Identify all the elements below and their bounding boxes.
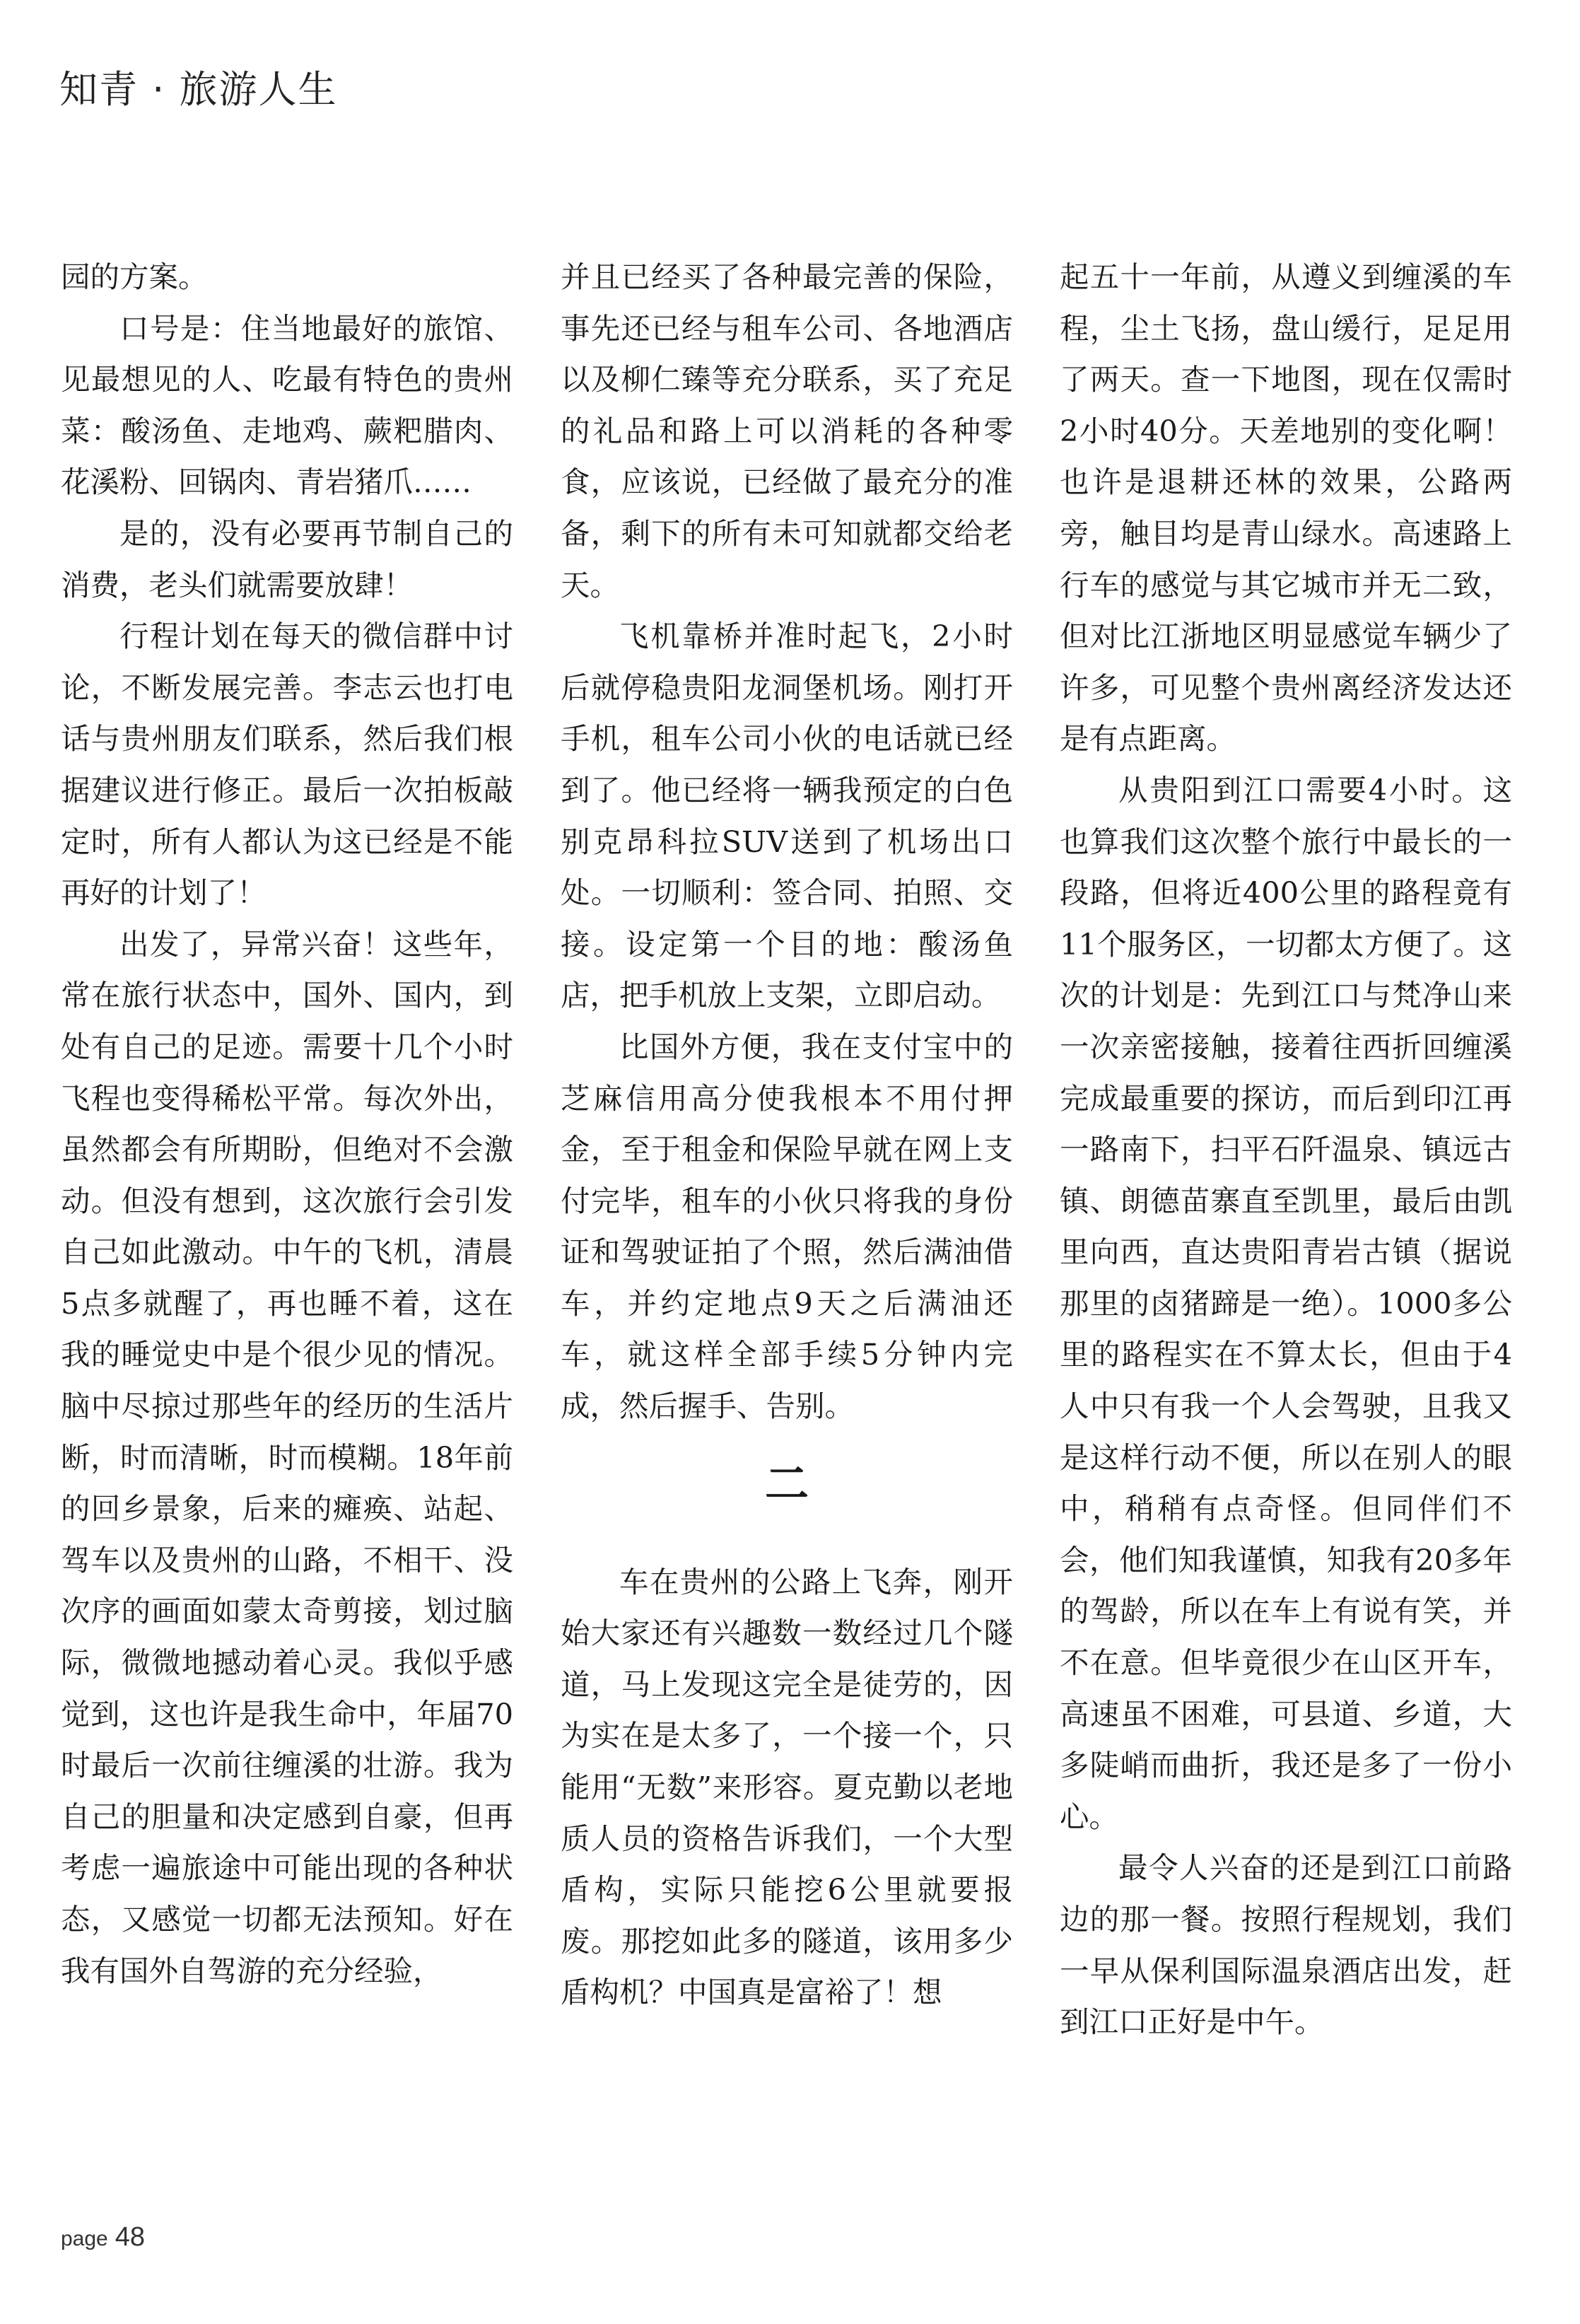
paragraph: 从贵阳到江口需要4小时。这也算我们这次整个旅行中最长的一段路，但将近400公里的路程竟有11个服务区，一切都太方便了。这次的计划是：先到江口与梵净山来一次亲密接触，接着往西折回缠溪完成最重要的探访，而后到印江再一路南下，扫平石阡温泉、镇远古镇、朗德苗寨直至凯里，最后由凯里向西，直达贵阳青岩古镇（据说那里的卤猪蹄是一绝）。1000多公里的路程实在不算太长，但由于4人中只有我一个人会驾驶，且我又是这样行动不便，所以在别人的眼中，稍稍有点奇怪。但同伴们不会，他们知我谨慎，知我有20多年的驾龄，所以在车上有说有笑，并不在意。但毕竟很少在山区开车，高速虽不困难，可县道、乡道，大多陡峭而曲折，我还是多了一份小心。 <box>1060 772 1512 1834</box>
paragraph: 飞机靠桥并准时起飞，2小时后就停稳贵阳龙洞堡机场。刚打开手机，租车公司小伙的电话就已经到了。他已经将一辆我预定的白色别克昂科拉SUV送到了机场出口处。一切顺利：签合同、拍照、交接。设定第一个目的地：酸汤鱼店，把手机放上支架，立即启动。 <box>561 619 1013 1013</box>
section-header: 知青 · 旅游人生 <box>59 67 338 112</box>
paragraph: 车在贵州的公路上飞奔，刚开始大家还有兴趣数一数经过几个隧道，马上发现这完全是徒劳的，因为实在是太多了，一个接一个，只能用“无数”来形容。夏克勤以老地质人员的资格告诉我们，一个大型盾构，实际只能挖6公里就要报废。那挖如此多的隧道，该用多少盾构机？中国真是富裕了！想 <box>561 1564 1013 2010</box>
page-label: page <box>61 2227 108 2250</box>
paragraph: 并且已经买了各种最完善的保险，事先还已经与租车公司、各地酒店以及柳仁臻等充分联系，买了充足的礼品和路上可以消耗的各种零食，应该说，已经做了最充分的准备，剩下的所有未可知就都交给老天。 <box>561 259 1013 602</box>
paragraph: 比国外方便，我在支付宝中的芝麻信用高分使我根本不用付押金，至于租金和保险早就在网上支付完毕，租车的小伙只将我的身份证和驾驶证拍了个照，然后满油借车，并约定地点9天之后满油还车，就这样全部手续5分钟内完成，然后握手、告别。 <box>561 1029 1013 1424</box>
paragraph: 起五十一年前，从遵义到缠溪的车程，尘土飞扬，盘山缓行，足足用了两天。查一下地图，现在仅需时2小时40分。天差地别的变化啊！也许是退耕还林的效果，公路两旁，触目均是青山绿水。高速路上行车的感觉与其它城市并无二致，但对比江浙地区明显感觉车辆少了许多，可见整个贵州离经济发达还是有点距离。 <box>1060 259 1512 757</box>
paragraph: 最令人兴奋的还是到江口前路边的那一餐。按照行程规划，我们一早从保利国际温泉酒店出发，赶到江口正好是中午。 <box>1060 1850 1512 2040</box>
paragraph: 是的，没有必要再节制自己的消费，老头们就需要放肆！ <box>61 515 513 602</box>
paragraph: 行程计划在每天的微信群中讨论，不断发展完善。李志云也打电话与贵州朋友们联系，然后我们根据建议进行修正。最后一次拍板敲定时，所有人都认为这已经是不能再好的计划了！ <box>61 619 513 911</box>
text-column-3 <box>1060 252 1512 2048</box>
text-column-2 <box>561 252 1013 2019</box>
paragraph: 园的方案。 <box>61 259 208 294</box>
paragraph: 口号是：住当地最好的旅馆、见最想见的人、吃最有特色的贵州菜：酸汤鱼、走地鸡、蕨粑腊肉、花溪粉、回锅肉、青岩猪爪…… <box>61 310 513 500</box>
page-footer <box>61 2224 145 2250</box>
text-column-1 <box>61 252 513 1997</box>
page-number: 48 <box>115 2222 146 2252</box>
section-number: 二 <box>764 1457 809 1510</box>
paragraph: 出发了，异常兴奋！这些年，常在旅行状态中，国外、国内，到处有自己的足迹。需要十几个小时飞程也变得稀松平常。每次外出，虽然都会有所期盼，但绝对不会激动。但没有想到，这次旅行会引发自己如此激动。中午的飞机，清晨5点多就醒了，再也睡不着，这在我的睡觉史中是个很少见的情况。脑中尽掠过那些年的经历的生活片断，时而清晰，时而模糊。18年前的回乡景象，后来的瘫痪、站起、驾车以及贵州的山路，不相干、没次序的画面如蒙太奇剪接，划过脑际，微微地撼动着心灵。我似乎感觉到，这也许是我生命中，年届70时最后一次前往缠溪的壮游。我为自己的胆量和决定感到自豪，但再考虑一遍旅途中可能出现的各种状态，又感觉一切都无法预知。好在我有国外自驾游的充分经验， <box>61 926 513 1988</box>
